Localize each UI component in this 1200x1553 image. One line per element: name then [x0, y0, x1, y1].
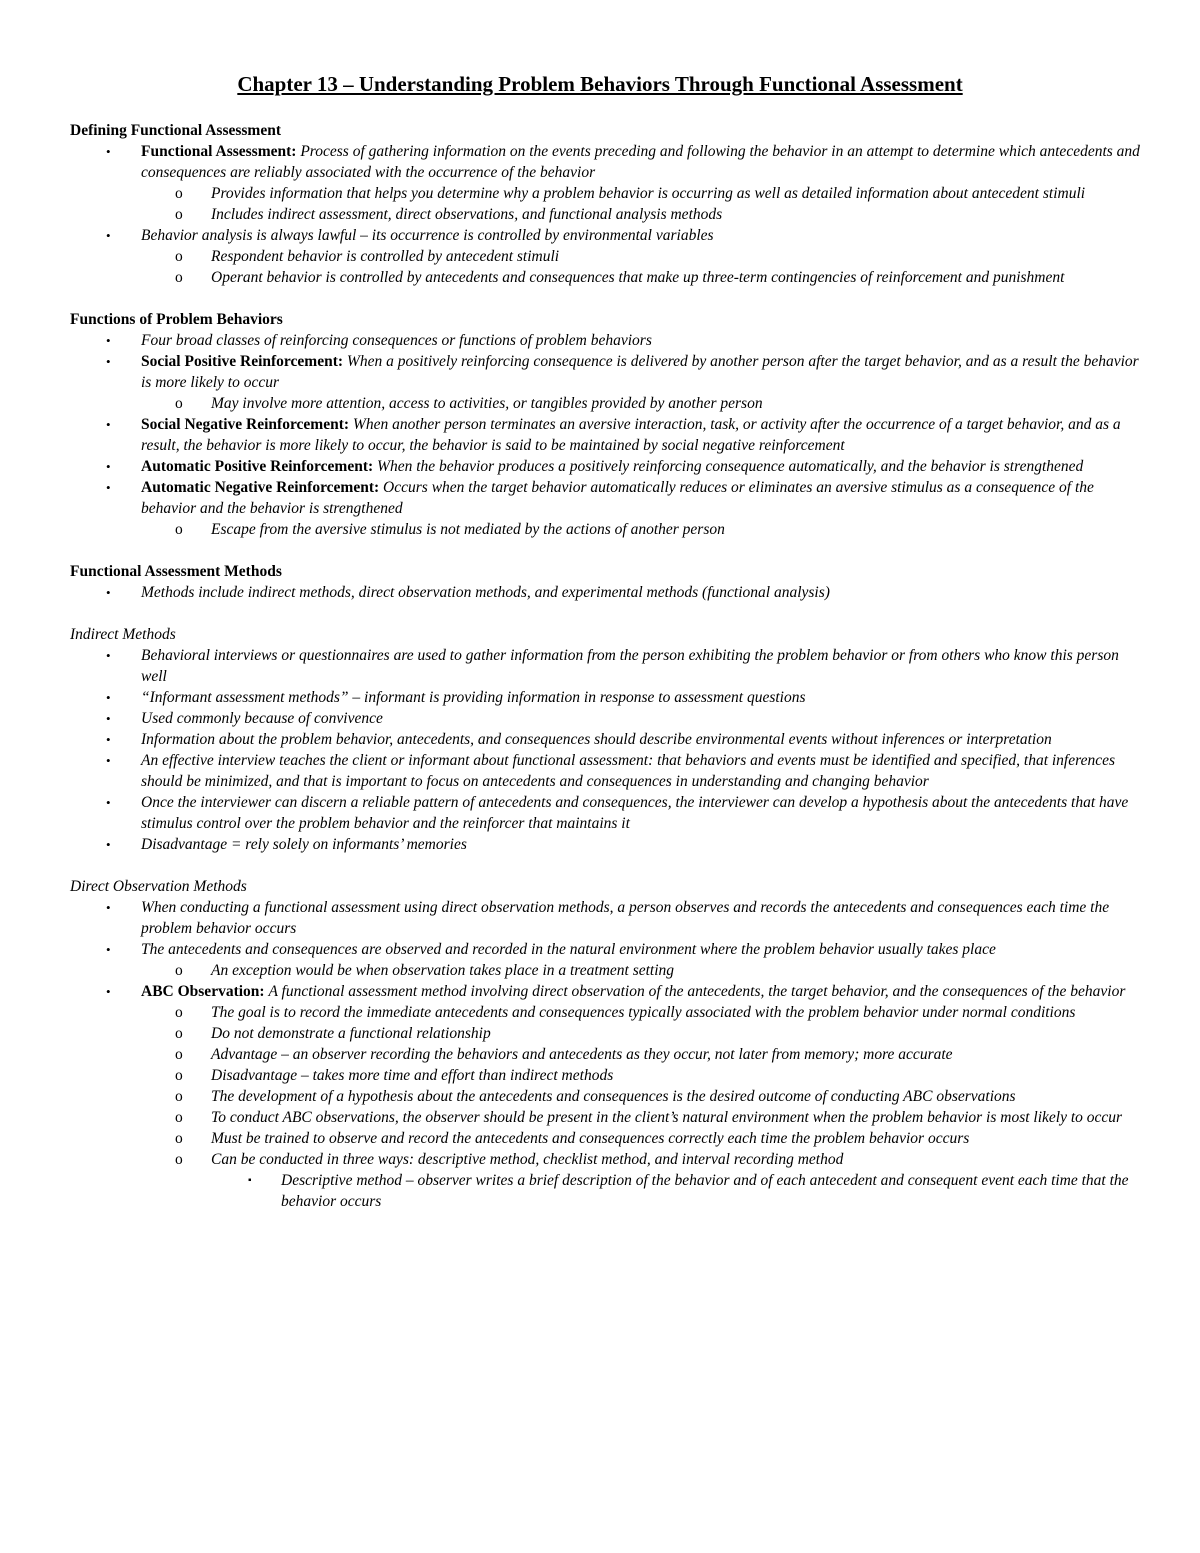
- sub-list-item: [70, 519, 1140, 540]
- circle-marker: o: [175, 1151, 183, 1168]
- item-text: Operant behavior is controlled by antecedents and consequences that make up three-term contingencies of reinforcement and punishment: [211, 269, 1065, 286]
- section: [70, 876, 1140, 1212]
- bullet-marker: •: [106, 732, 111, 747]
- term-label: Social Negative Reinforcement:: [141, 416, 350, 433]
- item-text: The goal is to record the immediate antecedents and consequences typically associated with the problem behavior under normal conditions: [211, 1004, 1076, 1021]
- bullet-marker: •: [106, 333, 111, 348]
- bullet-marker: •: [106, 753, 111, 768]
- section-heading: Defining Functional Assessment: [70, 122, 281, 139]
- bullet-marker: •: [106, 459, 111, 474]
- list-item: [70, 792, 1140, 834]
- list-item: [70, 330, 1140, 351]
- item-text: When the behavior produces a positively reinforcing consequence automatically, and the behavior is strengthened: [377, 458, 1084, 475]
- bullet-list: [70, 645, 1140, 855]
- term-label: ABC Observation:: [141, 983, 265, 1000]
- item-text: Must be trained to observe and record the antecedents and consequences correctly each time the problem behavior occurs: [211, 1130, 970, 1147]
- item-text: Four broad classes of reinforcing consequences or functions of problem behaviors: [141, 332, 652, 349]
- list-item: [70, 750, 1140, 792]
- list-item: [70, 729, 1140, 750]
- bullet-marker: •: [106, 417, 111, 432]
- list-item: [70, 351, 1140, 393]
- section: [70, 309, 1140, 540]
- item-text: Do not demonstrate a functional relationship: [211, 1025, 491, 1042]
- item-text: Behavioral interviews or questionnaires are used to gather information from the person exhibiting the problem behavior or from others who know this person well: [141, 647, 1119, 685]
- item-text: An effective interview teaches the client or informant about functional assessment: that behaviors and events must be identified and specified, that inferences should be minimized, and that is important to focus on antecedents and consequences in understanding and changing behavior: [141, 752, 1115, 790]
- bullet-marker: •: [106, 711, 111, 726]
- item-text: To conduct ABC observations, the observer should be present in the client’s natural environment when the problem behavior is most likely to occur: [211, 1109, 1123, 1126]
- section-subheading: Indirect Methods: [70, 626, 176, 643]
- circle-marker: o: [175, 1130, 183, 1147]
- list-item: [70, 981, 1140, 1002]
- sub-list-item: [70, 246, 1140, 267]
- list-item: [70, 708, 1140, 729]
- item-text: Occurs when the target behavior automatically reduces or eliminates an aversive stimulus as a consequence of the behavior and the behavior is strengthened: [141, 479, 1094, 517]
- list-item: [70, 645, 1140, 687]
- bullet-marker: •: [106, 585, 111, 600]
- document-body: [70, 120, 1140, 1233]
- sub-list-item: [70, 1086, 1140, 1107]
- item-text: Information about the problem behavior, antecedents, and consequences should describe environmental events without inferences or interpretation: [141, 731, 1052, 748]
- square-marker: ▪: [248, 1175, 252, 1186]
- sub-list-item: [70, 1044, 1140, 1065]
- circle-marker: o: [175, 1025, 183, 1042]
- circle-marker: o: [175, 1004, 183, 1021]
- item-text: May involve more attention, access to activities, or tangibles provided by another person: [211, 395, 763, 412]
- item-text: Escape from the aversive stimulus is not mediated by the actions of another person: [211, 521, 725, 538]
- item-text: Disadvantage = rely solely on informants’ memories: [141, 836, 467, 853]
- item-text: When a positively reinforcing consequence is delivered by another person after the target behavior, and as a result the behavior is more likely to occur: [141, 353, 1139, 391]
- section-heading: Functions of Problem Behaviors: [70, 311, 283, 328]
- bullet-marker: •: [106, 690, 111, 705]
- item-text: The antecedents and consequences are observed and recorded in the natural environment where the problem behavior usually takes place: [141, 941, 996, 958]
- term-label: Automatic Positive Reinforcement:: [141, 458, 374, 475]
- section: [70, 561, 1140, 603]
- item-text: Process of gathering information on the events preceding and following the behavior in an attempt to determine which antecedents and consequences are reliably associated with the occurrence of the behavior: [141, 143, 1140, 181]
- term-label: Social Positive Reinforcement:: [141, 353, 344, 370]
- list-item: [70, 477, 1140, 519]
- circle-marker: o: [175, 1046, 183, 1063]
- term-label: Functional Assessment:: [141, 143, 297, 160]
- section-subheading: Direct Observation Methods: [70, 878, 247, 895]
- circle-marker: o: [175, 395, 183, 412]
- sub-list-item: [70, 393, 1140, 414]
- circle-marker: o: [175, 269, 183, 286]
- section: [70, 624, 1140, 855]
- list-item: [70, 582, 1140, 603]
- list-item: [70, 687, 1140, 708]
- bullet-marker: •: [106, 480, 111, 495]
- item-text: Includes indirect assessment, direct observations, and functional analysis methods: [211, 206, 723, 223]
- list-item: [70, 225, 1140, 246]
- circle-marker: o: [175, 1109, 183, 1126]
- bullet-marker: •: [106, 837, 111, 852]
- page-title: Chapter 13 – Understanding Problem Behaviors Through Functional Assessment: [237, 72, 963, 96]
- item-text: A functional assessment method involving direct observation of the antecedents, the target behavior, and the consequences of the behavior: [268, 983, 1126, 1000]
- sub-list-item: [70, 1002, 1140, 1023]
- term-label: Automatic Negative Reinforcement:: [141, 479, 380, 496]
- item-text: Disadvantage – takes more time and effort than indirect methods: [211, 1067, 614, 1084]
- item-text: When conducting a functional assessment using direct observation methods, a person observes and records the antecedents and consequences each time the problem behavior occurs: [141, 899, 1110, 937]
- circle-marker: o: [175, 521, 183, 538]
- circle-marker: o: [175, 1067, 183, 1084]
- list-item: [70, 414, 1140, 456]
- item-text: Once the interviewer can discern a reliable pattern of antecedents and consequences, the interviewer can develop a hypothesis about the antecedents that have stimulus control over the problem behavior and the reinforcer that maintains it: [141, 794, 1129, 832]
- bullet-list: [70, 897, 1140, 1212]
- bullet-marker: •: [106, 942, 111, 957]
- list-item: [70, 834, 1140, 855]
- item-text: Descriptive method – observer writes a brief description of the behavior and of each antecedent and consequent event each time that the behavior occurs: [281, 1172, 1129, 1210]
- circle-marker: o: [175, 185, 183, 202]
- bullet-marker: •: [106, 984, 111, 999]
- circle-marker: o: [175, 206, 183, 223]
- section-heading: Functional Assessment Methods: [70, 563, 282, 580]
- sub-list-item: [70, 267, 1140, 288]
- section: [70, 120, 1140, 288]
- circle-marker: o: [175, 248, 183, 265]
- sub-list-item: [70, 1023, 1140, 1044]
- item-text: “Informant assessment methods” – informant is providing information in response to assessment questions: [141, 689, 806, 706]
- bullet-marker: •: [106, 795, 111, 810]
- sub-list-item: [70, 960, 1140, 981]
- item-text: The development of a hypothesis about the antecedents and consequences is the desired outcome of conducting ABC observations: [211, 1088, 1016, 1105]
- list-item: [70, 897, 1140, 939]
- sub-list-item: [70, 1149, 1140, 1170]
- bullet-list: [70, 141, 1140, 288]
- bullet-marker: •: [106, 648, 111, 663]
- bullet-marker: •: [106, 900, 111, 915]
- sub-sub-list-item: [70, 1170, 1140, 1212]
- list-item: [70, 141, 1140, 183]
- sub-list-item: [70, 183, 1140, 204]
- sub-list-item: [70, 1065, 1140, 1086]
- circle-marker: o: [175, 962, 183, 979]
- item-text: Can be conducted in three ways: descriptive method, checklist method, and interval recording method: [211, 1151, 844, 1168]
- sub-list-item: [70, 1107, 1140, 1128]
- bullet-list: [70, 330, 1140, 540]
- bullet-marker: •: [106, 144, 111, 159]
- item-text: Respondent behavior is controlled by antecedent stimuli: [211, 248, 560, 265]
- item-text: Used commonly because of convivence: [141, 710, 383, 727]
- item-text: Behavior analysis is always lawful – its occurrence is controlled by environmental variables: [141, 227, 714, 244]
- item-text: Advantage – an observer recording the behaviors and antecedents as they occur, not later from memory; more accurate: [211, 1046, 953, 1063]
- item-text: Provides information that helps you determine why a problem behavior is occurring as well as detailed information about antecedent stimuli: [211, 185, 1086, 202]
- sub-list-item: [70, 1128, 1140, 1149]
- bullet-marker: •: [106, 228, 111, 243]
- list-item: [70, 939, 1140, 960]
- item-text: Methods include indirect methods, direct observation methods, and experimental methods (functional analysis): [141, 584, 830, 601]
- bullet-list: [70, 582, 1140, 603]
- item-text: An exception would be when observation takes place in a treatment setting: [211, 962, 675, 979]
- circle-marker: o: [175, 1088, 183, 1105]
- item-text: When another person terminates an aversive interaction, task, or activity after the occurrence of a target behavior, and as a result, the behavior is more likely to occur, the behavior is said to be maintained by social negative reinforcement: [141, 416, 1121, 454]
- bullet-marker: •: [106, 354, 111, 369]
- sub-list-item: [70, 204, 1140, 225]
- list-item: [70, 456, 1140, 477]
